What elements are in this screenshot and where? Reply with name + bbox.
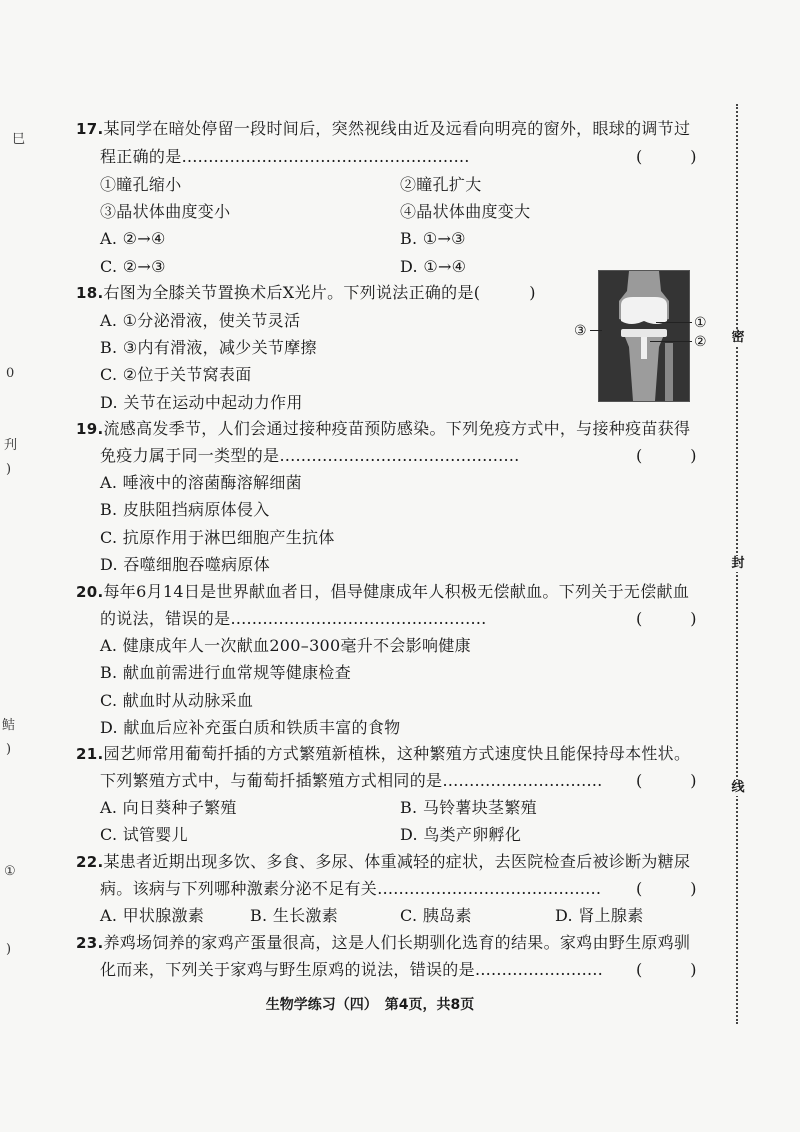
dot-leader: ………………………………………: [279, 446, 520, 465]
margin-fragment: ): [6, 942, 12, 957]
stem-text: 养鸡场饲养的家鸡产蛋量很高，这是人们长期驯化选育的结果。家鸡由野生原鸡驯: [103, 933, 691, 952]
callout-label-1: ①: [694, 315, 707, 331]
question-17-stem: [76, 118, 690, 140]
stem-text: 化而来，下列关于家鸡与野生原鸡的说法，错误的是: [100, 960, 475, 979]
question-19-stem: [76, 418, 690, 440]
option-a[interactable]: A. 健康成年人一次献血200–300毫升不会影响健康: [100, 636, 471, 655]
margin-fragment: ): [6, 462, 12, 477]
option-d[interactable]: D. 肾上腺素: [555, 906, 644, 925]
answer-paren[interactable]: ( ): [636, 879, 697, 898]
option-c[interactable]: C. ②位于关节窝表面: [100, 365, 252, 384]
question-21-stem: [76, 743, 690, 765]
question-number: 20.: [76, 583, 104, 601]
option-a[interactable]: A. ②→④: [100, 229, 166, 248]
stem-text: 病。该病与下列哪种激素分泌不足有关: [100, 879, 378, 898]
margin-fragment: 巳: [12, 132, 26, 147]
dot-leader: ……………………………………: [377, 879, 602, 898]
stem-text: 每年6月14日是世界献血者日，倡导健康成年人积极无偿献血。下列关于无偿献血: [103, 582, 690, 601]
question-23-stem-line2: [100, 959, 603, 981]
question-number: 21.: [76, 745, 104, 763]
option-b[interactable]: B. 生长激素: [250, 906, 339, 925]
option-a[interactable]: A. 甲状腺激素: [100, 906, 205, 925]
page-footer: 生物学练习（四） 第4页，共8页: [265, 997, 475, 1013]
dot-leader: ………………………………………………: [181, 147, 470, 166]
question-17-stem-line2: [100, 146, 470, 168]
question-18-stem: [76, 282, 536, 304]
option-b[interactable]: B. 马铃薯块茎繁殖: [400, 798, 537, 817]
dot-leader: …………………………: [442, 771, 603, 790]
option-b[interactable]: B. 献血前需进行血常规等健康检查: [100, 663, 352, 682]
question-number: 22.: [76, 853, 104, 871]
knee-xray-image: [598, 270, 690, 402]
seal-word: 线: [729, 780, 747, 796]
callout-label-2: ②: [694, 334, 707, 350]
option-b[interactable]: B. 皮肤阻挡病原体侵入: [100, 500, 270, 519]
seal-word: 密: [729, 330, 747, 346]
option-item: ④晶状体曲度变大: [400, 202, 531, 221]
stem-text: 免疫力属于同一类型的是: [100, 446, 280, 465]
answer-paren[interactable]: ( ): [636, 446, 697, 465]
callout-label-3: ③: [574, 323, 587, 339]
option-c[interactable]: C. 献血时从动脉采血: [100, 691, 254, 710]
option-d[interactable]: D. ①→④: [400, 257, 467, 276]
seal-word: 封: [729, 556, 747, 572]
answer-paren[interactable]: ( ): [636, 771, 697, 790]
answer-paren[interactable]: ( ): [636, 609, 697, 628]
stem-text: 流感高发季节，人们会通过接种疫苗预防感染。下列免疫方式中，与接种疫苗获得: [103, 419, 691, 438]
option-d[interactable]: D. 鸟类产卵孵化: [400, 825, 522, 844]
margin-fragment: ①: [4, 864, 16, 879]
dot-leader: …………………………………………: [230, 609, 487, 628]
option-item: ①瞳孔缩小: [100, 175, 182, 194]
question-20-stem: [76, 581, 689, 603]
option-c[interactable]: C. ②→③: [100, 257, 166, 276]
stem-text: 下列繁殖方式中，与葡萄扦插繁殖方式相同的是: [100, 771, 443, 790]
callout-line-1: [656, 322, 692, 323]
margin-fragment: 刋: [4, 438, 18, 453]
option-c[interactable]: C. 胰岛素: [400, 906, 472, 925]
stem-text: 右图为全膝关节置换术后X光片。下列说法正确的是( ): [103, 283, 536, 302]
margin-fragment: 鲒: [2, 718, 16, 733]
option-d[interactable]: D. 关节在运动中起动力作用: [100, 393, 303, 412]
callout-line-2: [650, 341, 692, 342]
question-number: 18.: [76, 284, 104, 302]
question-19-stem-line2: [100, 445, 519, 467]
option-a[interactable]: A. 唾液中的溶菌酶溶解细菌: [100, 473, 302, 492]
option-a[interactable]: A. ①分泌滑液，使关节灵活: [100, 311, 301, 330]
question-23-stem: [76, 932, 690, 954]
option-d[interactable]: D. 吞噬细胞吞噬病原体: [100, 555, 271, 574]
callout-line-3: [590, 330, 602, 331]
option-d[interactable]: D. 献血后应补充蛋白质和铁质丰富的食物: [100, 718, 401, 737]
dot-leader: ……………………: [474, 960, 603, 979]
margin-fragment: 0: [6, 366, 15, 381]
option-c[interactable]: C. 抗原作用于淋巴细胞产生抗体: [100, 528, 335, 547]
stem-text: 某患者近期出现多饮、多食、多尿、体重减轻的症状，去医院检查后被诊断为糖尿: [103, 852, 691, 871]
answer-paren[interactable]: ( ): [636, 960, 697, 979]
question-20-stem-line2: [100, 608, 486, 630]
question-22-stem-line2: [100, 878, 601, 900]
knee-xray-drawing: [599, 271, 689, 401]
stem-text: 某同学在暗处停留一段时间后，突然视线由近及远看向明亮的窗外，眼球的调节过: [103, 119, 691, 138]
answer-paren[interactable]: ( ): [636, 147, 697, 166]
stem-text: 园艺师常用葡萄扦插的方式繁殖新植株，这种繁殖方式速度快且能保持母本性状。: [103, 744, 691, 763]
question-number: 23.: [76, 934, 104, 952]
question-number: 17.: [76, 120, 104, 138]
option-item: ②瞳孔扩大: [400, 175, 482, 194]
option-b[interactable]: B. ③内有滑液，减少关节摩擦: [100, 338, 317, 357]
question-22-stem: [76, 851, 690, 873]
stem-text: 的说法，错误的是: [100, 609, 231, 628]
margin-fragment: ): [6, 742, 12, 757]
question-number: 19.: [76, 420, 104, 438]
option-c[interactable]: C. 试管婴儿: [100, 825, 188, 844]
option-a[interactable]: A. 向日葵种子繁殖: [100, 798, 237, 817]
question-21-stem-line2: [100, 770, 602, 792]
stem-text: 程正确的是: [100, 147, 182, 166]
option-item: ③晶状体曲度变小: [100, 202, 231, 221]
option-b[interactable]: B. ①→③: [400, 229, 466, 248]
